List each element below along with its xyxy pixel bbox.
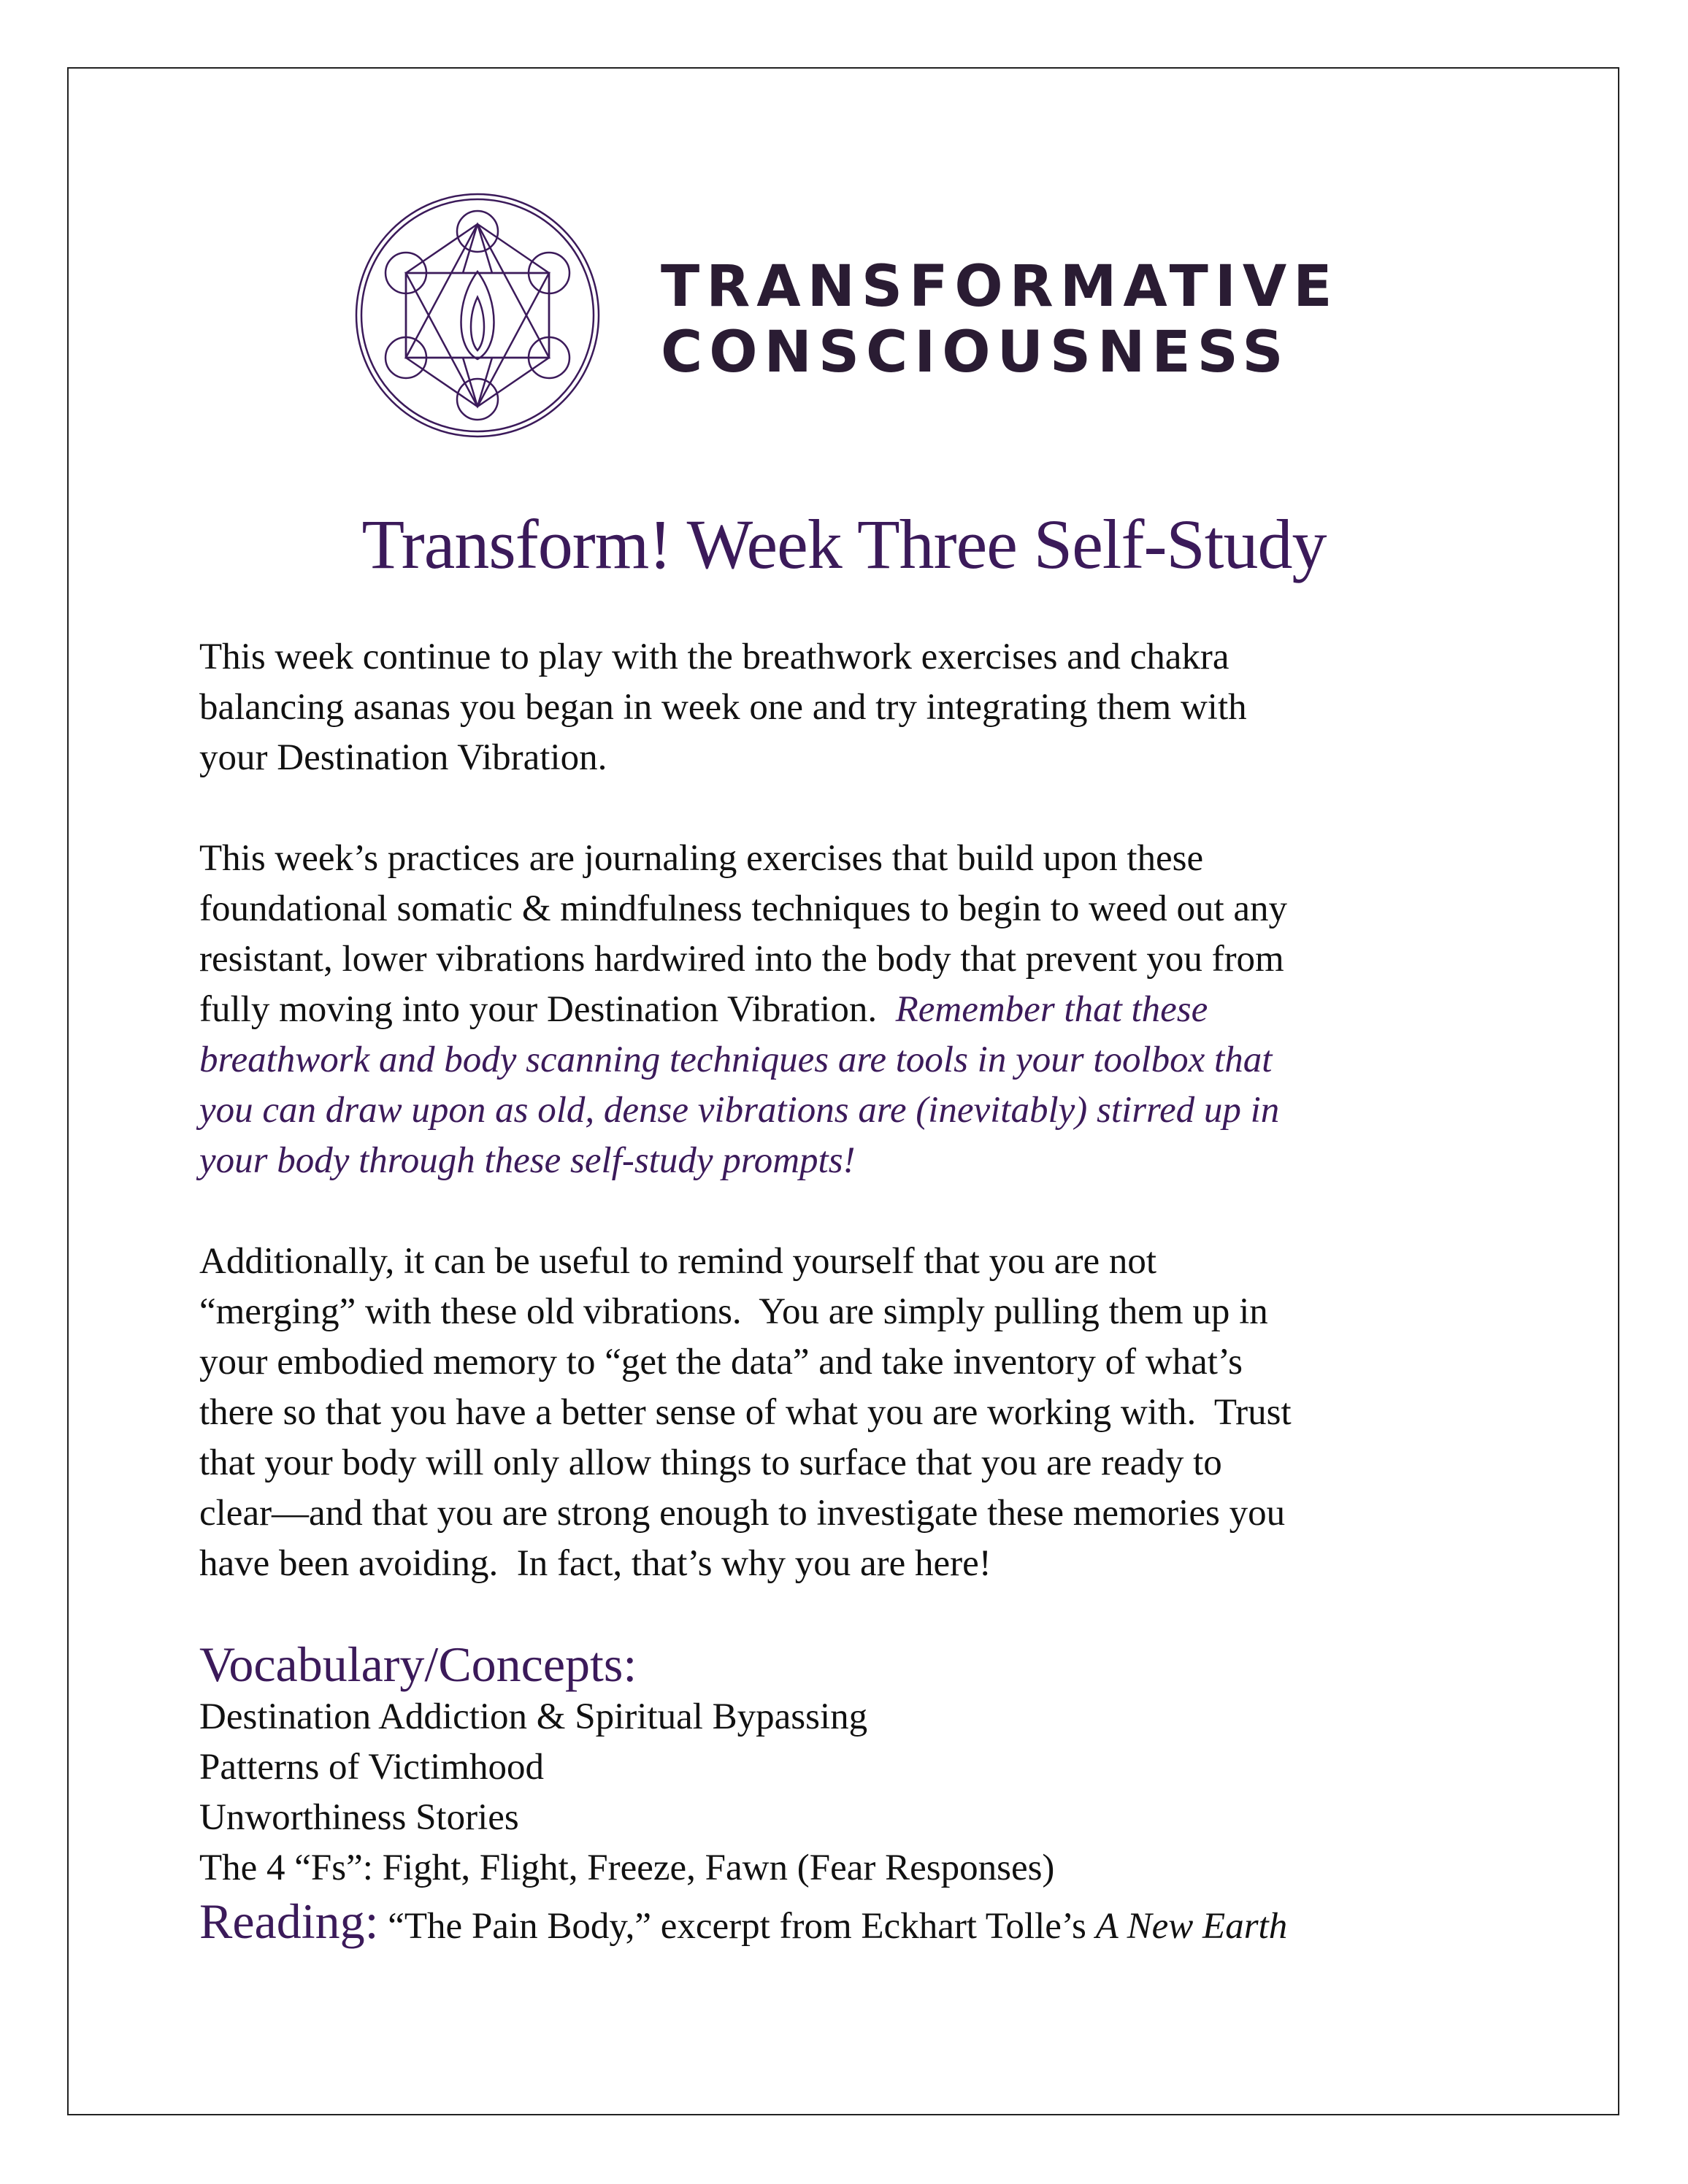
text-line <box>199 1388 1292 1438</box>
body-text: clear—and that you are strong enough to investigate these memories you <box>199 1493 1286 1534</box>
text-line <box>199 884 1292 934</box>
text-line <box>199 1488 1292 1539</box>
body-text: This week continue to play with the breathwork exercises and chakra <box>199 637 1229 677</box>
brand-line-1: TRANSFORMATIVE <box>661 254 1339 320</box>
paragraph <box>199 1237 1292 1589</box>
vocabulary-item: Destination Addiction & Spiritual Bypassing <box>199 1696 868 1737</box>
text-line <box>199 733 1292 783</box>
emphasis-text: your body through these self-study prompts! <box>199 1140 856 1181</box>
text-line <box>199 834 1292 884</box>
emphasis-text: Remember that these <box>895 989 1208 1030</box>
vocabulary-heading: Vocabulary/Concepts: <box>199 1637 637 1692</box>
text-line <box>199 632 1292 682</box>
text-line <box>199 934 1292 985</box>
page-title: Transform! Week Three Self-Study <box>361 505 1327 583</box>
text-line <box>199 985 1292 1035</box>
text-line <box>199 1287 1292 1337</box>
vocabulary-item: Patterns of Victimhood <box>199 1747 544 1788</box>
body-text: balancing asanas you began in week one and try integrating them with <box>199 687 1247 728</box>
paragraph <box>199 632 1292 783</box>
body-text: that your body will only allow things to surface that you are ready to <box>199 1442 1222 1483</box>
body-text: resistant, lower vibrations hardwired into the body that prevent you from <box>199 939 1284 980</box>
text-line <box>199 1539 1292 1589</box>
reading-book-title: A New Earth <box>1095 1906 1288 1947</box>
text-line <box>199 1237 1292 1287</box>
body-text: “merging” with these old vibrations. You are simply pulling them up in <box>199 1291 1268 1332</box>
body-text: fully moving into your Destination Vibration. <box>199 989 896 1030</box>
reading-line <box>199 1893 1292 1952</box>
body-text: foundational somatic & mindfulness techniques to begin to weed out any <box>199 888 1288 929</box>
emphasis-text: you can draw upon as old, dense vibrations are (inevitably) stirred up in <box>199 1090 1280 1131</box>
body-text: have been avoiding. In fact, that’s why you are here! <box>199 1543 991 1584</box>
text-line <box>199 682 1292 733</box>
document-body <box>199 632 1292 1952</box>
text-line <box>199 1136 1292 1186</box>
vocabulary-item: Unworthiness Stories <box>199 1797 519 1838</box>
text-line <box>199 1337 1292 1388</box>
text-line <box>199 1438 1292 1488</box>
reading-label: Reading: <box>199 1893 379 1949</box>
emphasis-text: breathwork and body scanning techniques are tools in your toolbox that <box>199 1039 1273 1080</box>
body-text: there so that you have a better sense of what you are working with. Trust <box>199 1392 1292 1433</box>
sacred-geometry-logo-icon <box>353 191 602 439</box>
vocabulary-list <box>199 1692 1292 1893</box>
body-text: your Destination Vibration. <box>199 737 607 778</box>
body-text: Additionally, it can be useful to remind yourself that you are not <box>199 1241 1157 1282</box>
brand-wordmark <box>661 254 1339 385</box>
paragraph <box>199 834 1292 1186</box>
body-text: your embodied memory to “get the data” and take inventory of what’s <box>199 1342 1243 1383</box>
vocabulary-item: The 4 “Fs”: Fight, Flight, Freeze, Fawn (Fear Responses) <box>199 1847 1055 1888</box>
brand-line-2: CONSCIOUSNESS <box>661 320 1290 385</box>
text-line <box>199 1035 1292 1085</box>
paragraphs <box>199 632 1292 1589</box>
text-line <box>199 1085 1292 1136</box>
body-text: This week’s practices are journaling exercises that build upon these <box>199 838 1204 879</box>
reading-text: “The Pain Body,” excerpt from Eckhart Tolle’s <box>378 1906 1096 1947</box>
